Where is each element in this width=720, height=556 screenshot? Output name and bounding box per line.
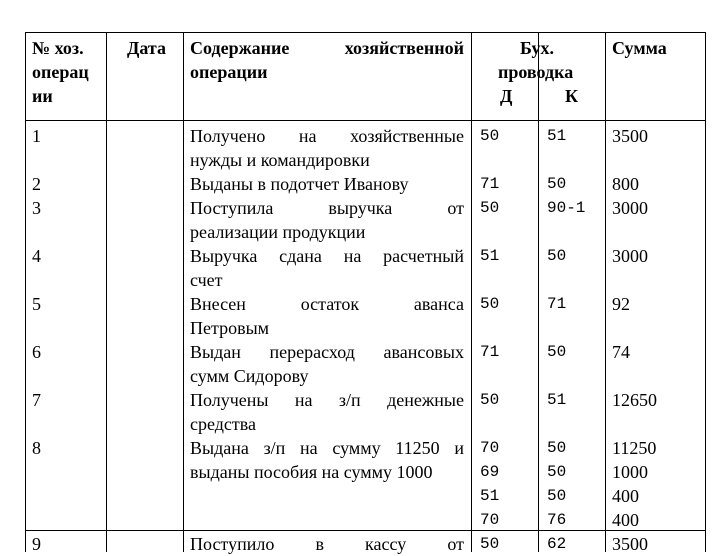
row-text-line [190, 340, 464, 364]
header-num-line3: ии [32, 86, 53, 106]
credit-account: 62 [547, 535, 567, 553]
row-text-word: денежные [387, 390, 464, 410]
credit-account: 71 [547, 295, 567, 313]
row-text-word: сумму [332, 438, 381, 458]
row-text-line: Петровым [190, 318, 270, 338]
row-text-word: Внесен [190, 294, 246, 314]
row-text-word: и [454, 438, 464, 458]
row-sum: 3000 [612, 246, 648, 266]
row-number: 9 [32, 534, 41, 554]
row-text-word: перерасход [269, 342, 355, 362]
credit-account: 50 [547, 343, 567, 361]
row-number: 1 [32, 126, 41, 146]
row-sum: 74 [612, 342, 630, 362]
row-text-line: Выданы в подотчет Иванову [190, 174, 409, 194]
debit-account: 71 [480, 343, 500, 361]
row-sum: 3500 [612, 126, 648, 146]
col-border-right [705, 32, 706, 552]
header-sum: Сумма [612, 38, 667, 58]
row-text-line [190, 292, 464, 316]
col-border-credit [538, 32, 539, 552]
row-number: 6 [32, 342, 41, 362]
row-text-word: остаток [300, 294, 360, 314]
credit-account: 51 [547, 127, 567, 145]
row-text-word: на [298, 126, 317, 146]
row-text-word: расчетный [383, 246, 464, 266]
debit-account: 71 [480, 175, 500, 193]
row-text-line: счет [190, 270, 223, 290]
row-text-line: реализации продукции [190, 222, 366, 242]
header-num-line1: № хоз. [32, 38, 84, 58]
header-content-line2: операции [190, 62, 268, 82]
row-text-word: на [294, 390, 313, 410]
row-sum: 400 [612, 510, 639, 530]
row-text-word: Поступила [190, 198, 274, 218]
row-text-word: 11250 [395, 438, 440, 458]
row-text-line [190, 196, 464, 220]
table-top-border [25, 32, 706, 33]
debit-account: 50 [480, 199, 500, 217]
debit-account: 69 [480, 463, 500, 481]
header-debit: Д [500, 86, 513, 106]
row-text-line [190, 124, 464, 148]
row-text-word: кассу [365, 534, 407, 554]
row-number: 2 [32, 174, 41, 194]
row-text-word: выручка [328, 198, 393, 218]
credit-account: 50 [547, 487, 567, 505]
row-text-word: Выдан [190, 342, 241, 362]
header-content-line1 [190, 36, 464, 60]
debit-account: 50 [480, 127, 500, 145]
col-border-sum [605, 32, 606, 552]
debit-account: 70 [480, 439, 500, 457]
credit-account: 51 [547, 391, 567, 409]
header-content-word: Содержание [190, 38, 290, 58]
row-text-word: в [315, 534, 324, 554]
row-text-word: Выручка [190, 246, 258, 266]
row-sum: 12650 [612, 390, 657, 410]
col-border-debit [471, 32, 472, 552]
row-number: 5 [32, 294, 41, 314]
row-text-word: сдана [279, 246, 322, 266]
row-sum: 800 [612, 174, 639, 194]
row-text-line: выданы пособия на сумму 1000 [190, 462, 433, 482]
row-sum: 92 [612, 294, 630, 314]
debit-account: 51 [480, 487, 500, 505]
row-text-word: авансовых [383, 342, 464, 362]
row-text-word: аванса [413, 294, 464, 314]
credit-account: 50 [547, 175, 567, 193]
row-sum: 11250 [612, 438, 657, 458]
credit-account: 50 [547, 247, 567, 265]
row-text-word: на [300, 438, 318, 458]
header-content-word: хозяйственной [344, 38, 464, 58]
row-text-word: от [447, 534, 464, 554]
row-number: 8 [32, 438, 41, 458]
credit-account: 50 [547, 439, 567, 457]
row-text-line [190, 436, 464, 460]
row-number: 3 [32, 198, 41, 218]
row-text-line [190, 244, 464, 268]
header-entry-line2: проводка [498, 62, 574, 82]
header-credit: К [565, 86, 579, 106]
header-num-line2: операц [32, 62, 89, 82]
row-sum: 3500 [612, 534, 648, 554]
credit-account: 50 [547, 463, 567, 481]
row-text-word: з/п [338, 390, 361, 410]
header-entry-line1: Бух. [520, 38, 554, 58]
row-text-word: з/п [263, 438, 286, 458]
credit-account: 90-1 [547, 199, 586, 217]
row-text-line: нужды и командировки [190, 150, 370, 170]
row-text-word: Получено [190, 126, 266, 146]
row-text-line [190, 532, 464, 556]
col-border-content [183, 32, 184, 552]
row-text-word: Поступило [190, 534, 275, 554]
row-text-line: сумм Сидорову [190, 366, 309, 386]
row-number: 4 [32, 246, 41, 266]
col-border-date [106, 32, 107, 552]
debit-account: 50 [480, 391, 500, 409]
row-text-line [190, 388, 464, 412]
row-sum: 3000 [612, 198, 648, 218]
header-bottom-border [25, 120, 706, 121]
table-row-border [25, 530, 706, 531]
row-number: 7 [32, 390, 41, 410]
header-date: Дата [127, 38, 166, 58]
row-text-word: Получены [190, 390, 269, 410]
col-border-left [25, 32, 26, 552]
debit-account: 50 [480, 295, 500, 313]
row-text-word: от [447, 198, 464, 218]
row-sum: 400 [612, 486, 639, 506]
debit-account: 70 [480, 511, 500, 529]
row-text-line: средства [190, 414, 257, 434]
row-sum: 1000 [612, 462, 648, 482]
credit-account: 76 [547, 511, 567, 529]
row-text-word: Выдана [190, 438, 249, 458]
debit-account: 51 [480, 247, 500, 265]
row-text-word: хозяйственные [350, 126, 464, 146]
row-text-word: на [343, 246, 362, 266]
debit-account: 50 [480, 535, 500, 553]
